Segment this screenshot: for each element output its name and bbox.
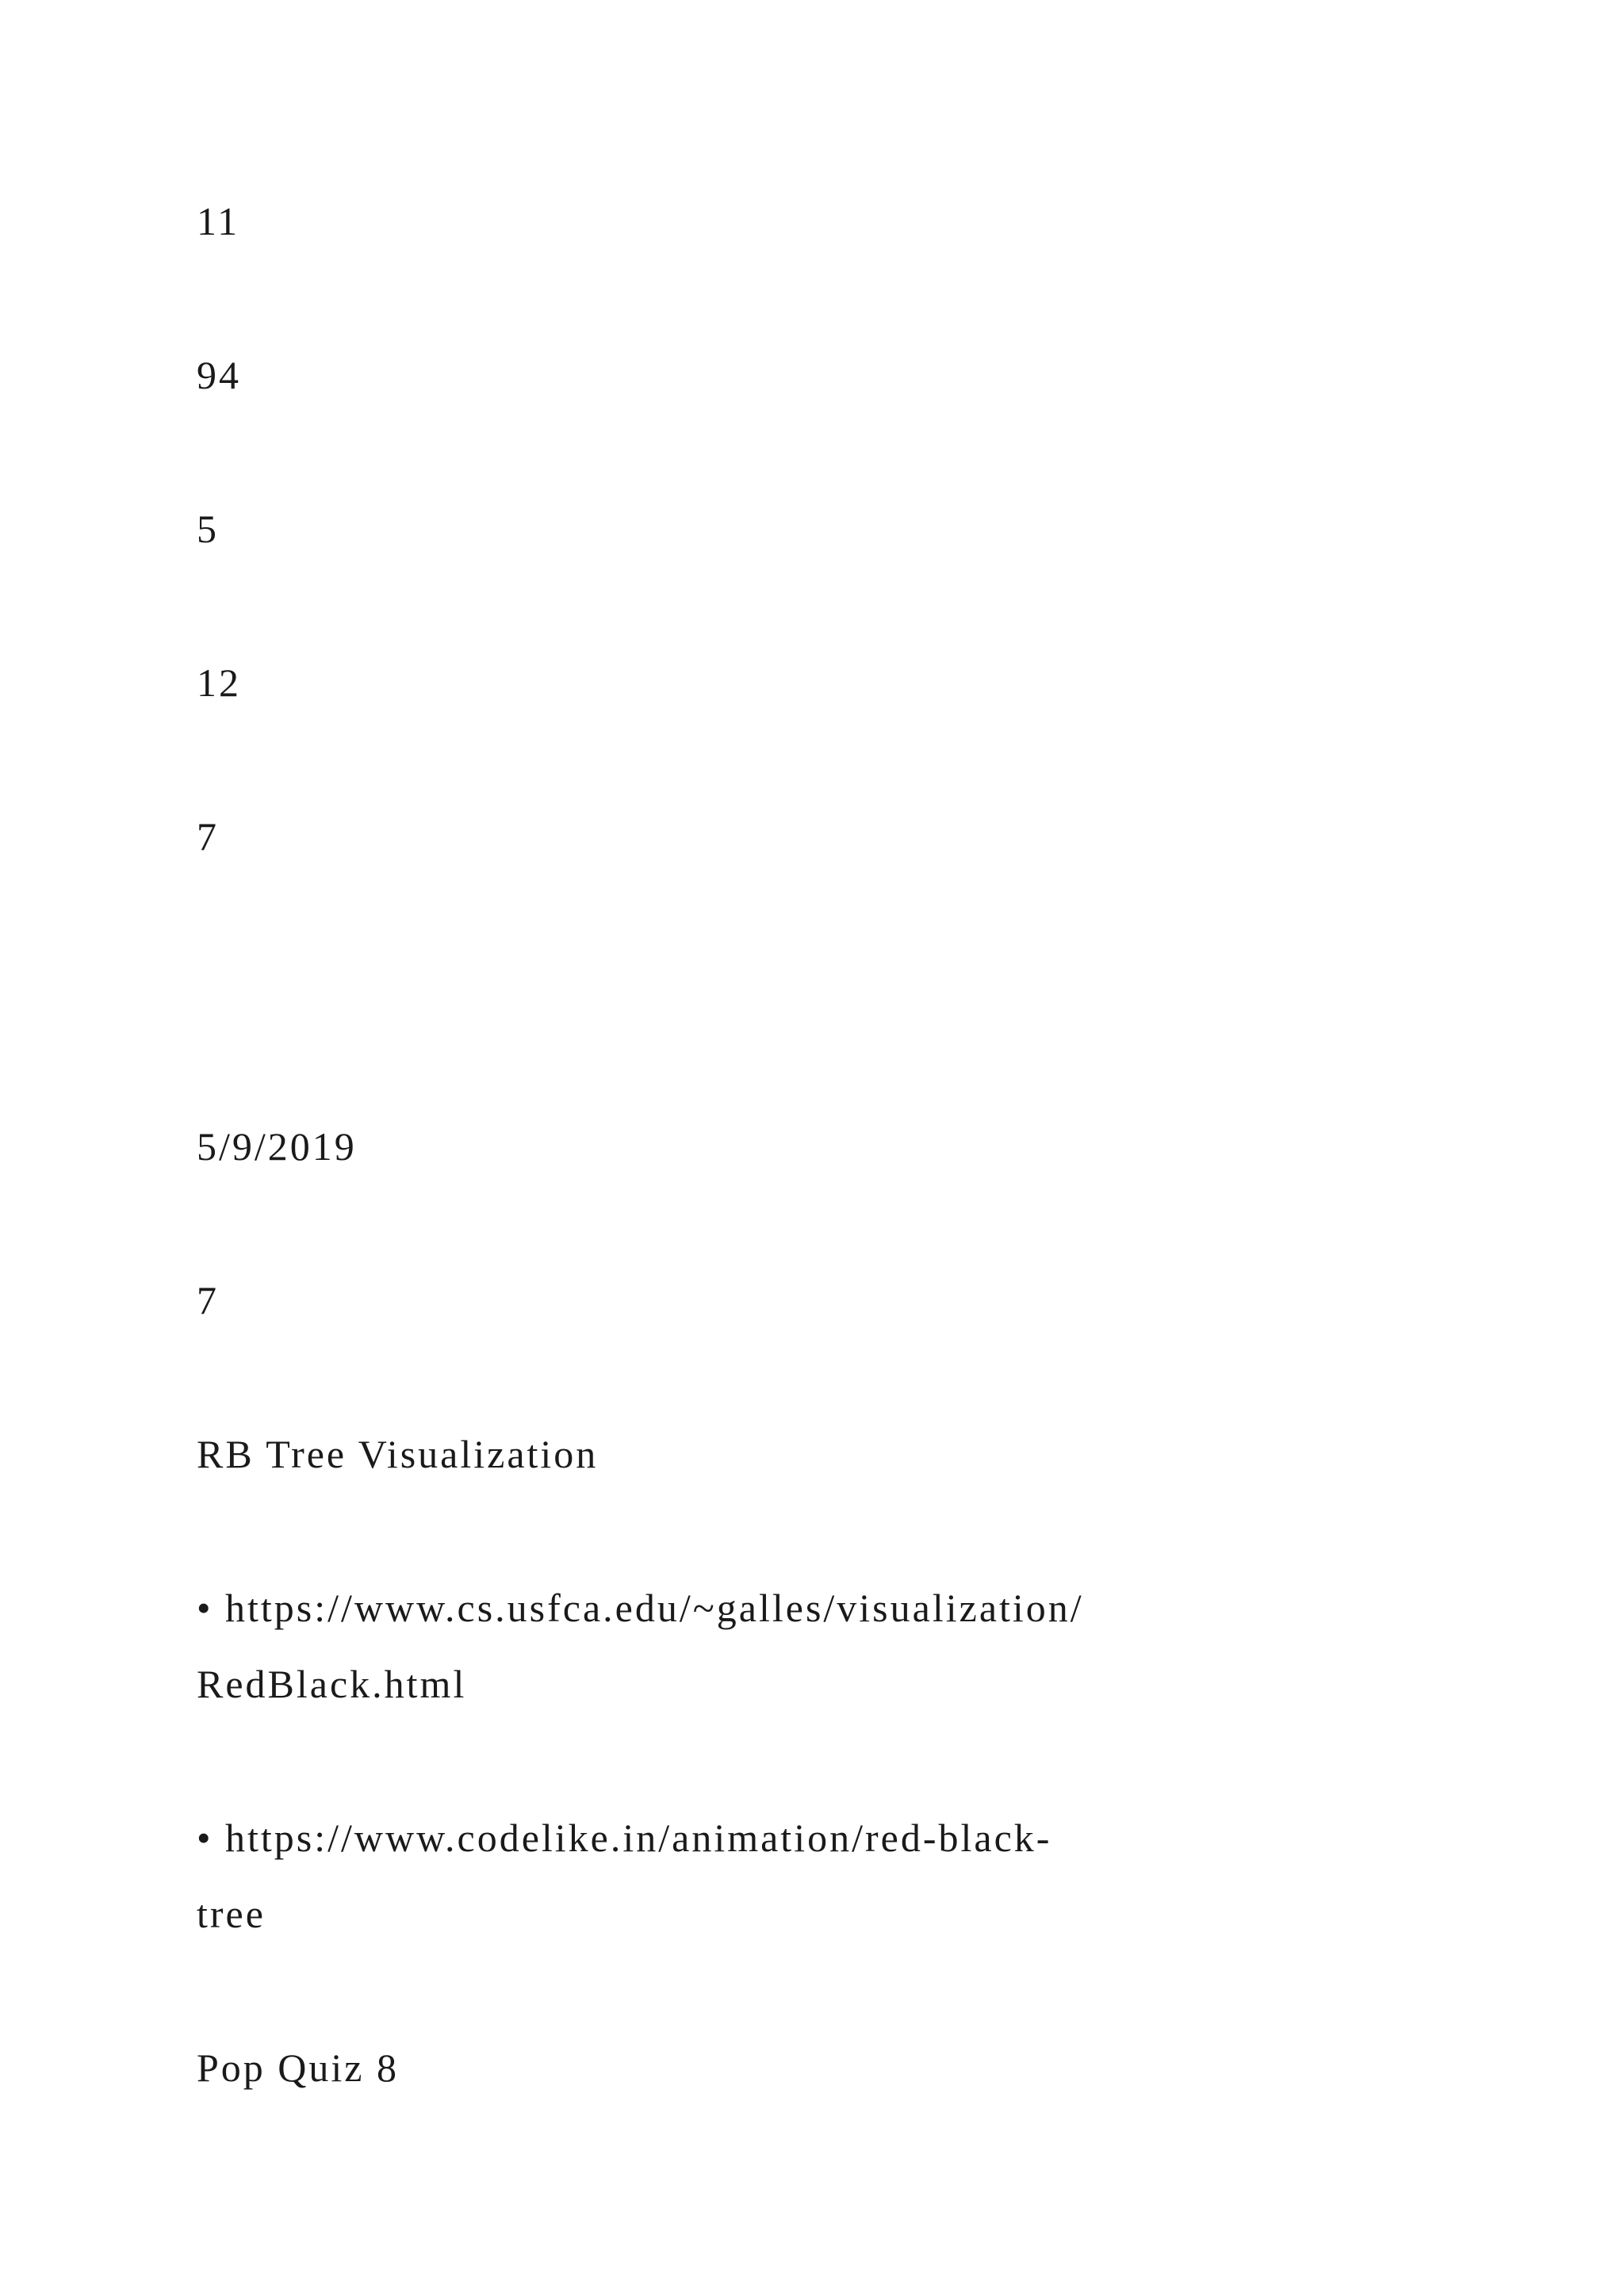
number-item: 12 xyxy=(197,660,241,705)
date-text: 5/9/2019 xyxy=(197,1124,357,1169)
number-item: 94 xyxy=(197,353,241,397)
codelike-link-continuation[interactable]: tree xyxy=(197,1892,266,1936)
page-number: 7 xyxy=(197,1278,219,1322)
number-item: 11 xyxy=(197,199,240,243)
codelike-link[interactable]: • https://www.codelike.in/animation/red-black- xyxy=(197,1816,1052,1860)
section-heading: RB Tree Visualization xyxy=(197,1432,599,1476)
pop-quiz-heading: Pop Quiz 8 xyxy=(197,2045,399,2090)
usfca-link-continuation[interactable]: RedBlack.html xyxy=(197,1662,467,1706)
number-item: 5 xyxy=(197,507,219,551)
usfca-link[interactable]: • https://www.cs.usfca.edu/~galles/visualization/ xyxy=(197,1586,1084,1630)
number-item: 7 xyxy=(197,814,219,859)
